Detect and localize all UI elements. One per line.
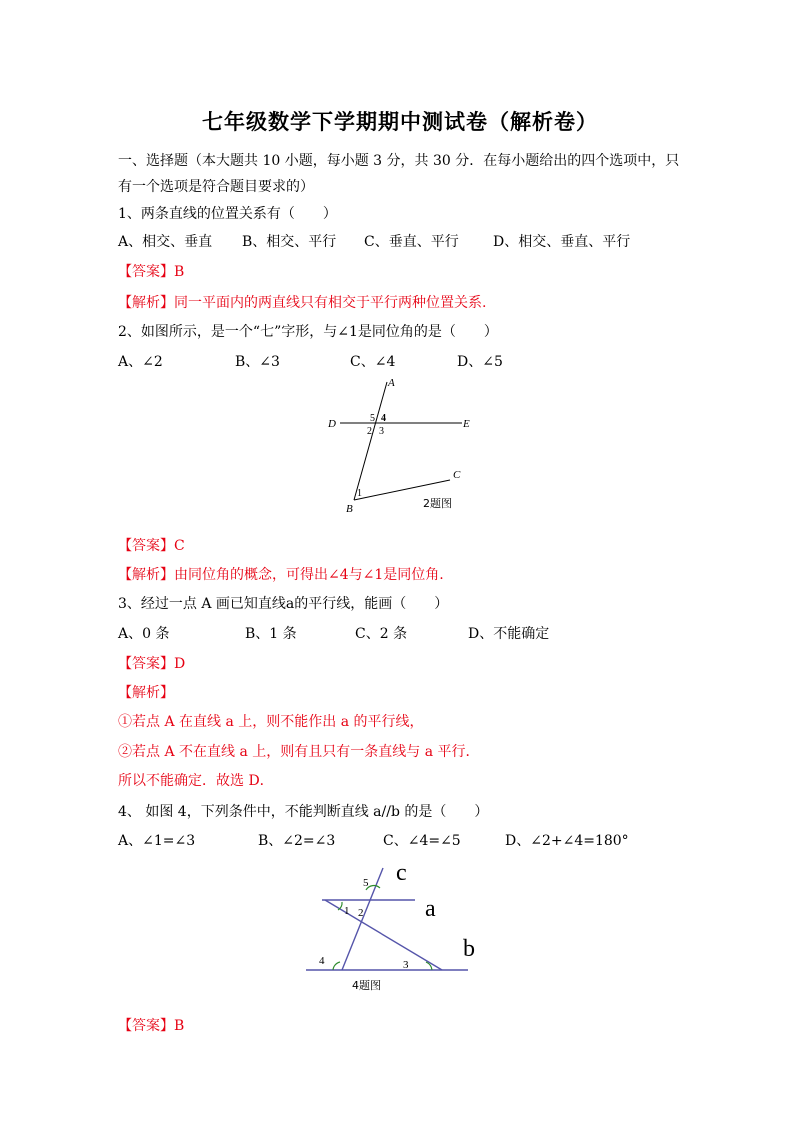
section-heading-line2: 有一个选项是符合题目要求的） xyxy=(118,179,314,195)
q2-label-1: 1 xyxy=(357,488,362,499)
q4-label-1: 1 xyxy=(344,905,350,917)
q2-label-e: E xyxy=(463,418,470,430)
q2-label-5: 5 xyxy=(370,413,375,424)
q4-answer-label: 【答案】 xyxy=(118,1018,174,1034)
q4-figure-caption: 4题图 xyxy=(352,979,381,992)
q2-label-2: 2 xyxy=(367,426,372,437)
q2-label-a: A xyxy=(388,377,395,389)
q2-option-b: B、∠3 xyxy=(235,354,280,370)
q1-option-a: A、相交、垂直 xyxy=(118,234,213,250)
q1-option-c: C、垂直、平行 xyxy=(364,234,459,250)
q4-option-a: A、∠1=∠3 xyxy=(118,833,196,849)
q1-analysis: 【解析】同一平面内的两直线只有相交于平行两种位置关系. xyxy=(118,295,487,311)
q2-option-c: C、∠4 xyxy=(350,354,396,370)
q2-option-a: A、∠2 xyxy=(118,354,163,370)
q4-option-d: D、∠2+∠4=180° xyxy=(505,833,629,849)
q1-stem: 1、两条直线的位置关系有（ ） xyxy=(118,206,337,222)
q3-option-c: C、2 条 xyxy=(355,626,408,642)
q4-figure xyxy=(300,858,500,998)
q4-label-b: b xyxy=(463,936,475,962)
q4-arc-4 xyxy=(333,962,340,970)
q4-label-5: 5 xyxy=(363,877,369,889)
page-title: 七年级数学下学期期中测试卷（解析卷） xyxy=(202,109,598,134)
q2-line-ab xyxy=(354,382,387,500)
q2-label-3: 3 xyxy=(379,426,384,437)
q2-option-d: D、∠5 xyxy=(457,354,503,370)
q3-step-3: 所以不能确定．故选 D． xyxy=(118,773,274,789)
q2-answer-value: C xyxy=(174,538,185,554)
q1-answer: 【答案】B xyxy=(118,264,185,280)
q3-step-2: ②若点 A 不在直线 a 上，则有且只有一条直线与 a 平行． xyxy=(118,744,480,760)
q4-label-a: a xyxy=(425,896,436,922)
q3-option-a: A、0 条 xyxy=(118,626,170,642)
q4-answer xyxy=(118,1017,184,1035)
section-heading-line1: 一、选择题（本大题共 10 小题，每小题 3 分，共 30 分．在每小题给出的四个选项中，只 xyxy=(118,153,680,169)
q3-stem: 3、经过一点 A 画已知直线a的平行线，能画（ ） xyxy=(118,596,449,612)
q4-option-b: B、∠2=∠3 xyxy=(258,833,336,849)
q4-label-c: c xyxy=(396,860,407,886)
q2-label-c: C xyxy=(453,469,461,481)
q4-stem: 4、 如图 4，下列条件中，不能判断直线 a//b 的是（ ） xyxy=(118,804,489,820)
q2-figure-caption: 2题图 xyxy=(423,497,452,510)
q2-analysis-text: 由同位角的概念，可得出∠4与∠1是同位角. xyxy=(174,567,444,583)
q3-answer xyxy=(118,655,185,673)
q2-stem: 2、如图所示，是一个“七”字形，与∠1是同位角的是（ ） xyxy=(118,324,498,340)
q2-label-d: D xyxy=(328,418,336,430)
q2-figure xyxy=(320,372,490,517)
q2-analysis-label: 【解析】 xyxy=(118,567,174,583)
q3-step-1: ①若点 A 在直线 a 上，则不能作出 a 的平行线， xyxy=(118,714,424,730)
q4-label-4: 4 xyxy=(319,955,325,967)
q1-option-d: D、相交、垂直、平行 xyxy=(493,234,631,250)
q3-analysis-label: 【解析】 xyxy=(118,685,174,701)
q2-analysis xyxy=(118,566,444,584)
q2-answer-label: 【答案】 xyxy=(118,538,174,554)
q2-label-4: 4 xyxy=(381,413,386,424)
q4-answer-value: B xyxy=(174,1018,185,1034)
q3-answer-label: 【答案】 xyxy=(118,656,174,672)
q3-answer-value: D xyxy=(174,656,186,672)
q2-answer xyxy=(118,537,185,555)
q3-option-b: B、1 条 xyxy=(245,626,297,642)
q4-label-3: 3 xyxy=(403,959,409,971)
q2-label-b: B xyxy=(346,503,353,515)
q4-option-c: C、∠4=∠5 xyxy=(383,833,461,849)
q4-label-2: 2 xyxy=(358,907,364,919)
q3-option-d: D、不能确定 xyxy=(468,626,550,642)
q1-option-b: B、相交、平行 xyxy=(242,234,337,250)
